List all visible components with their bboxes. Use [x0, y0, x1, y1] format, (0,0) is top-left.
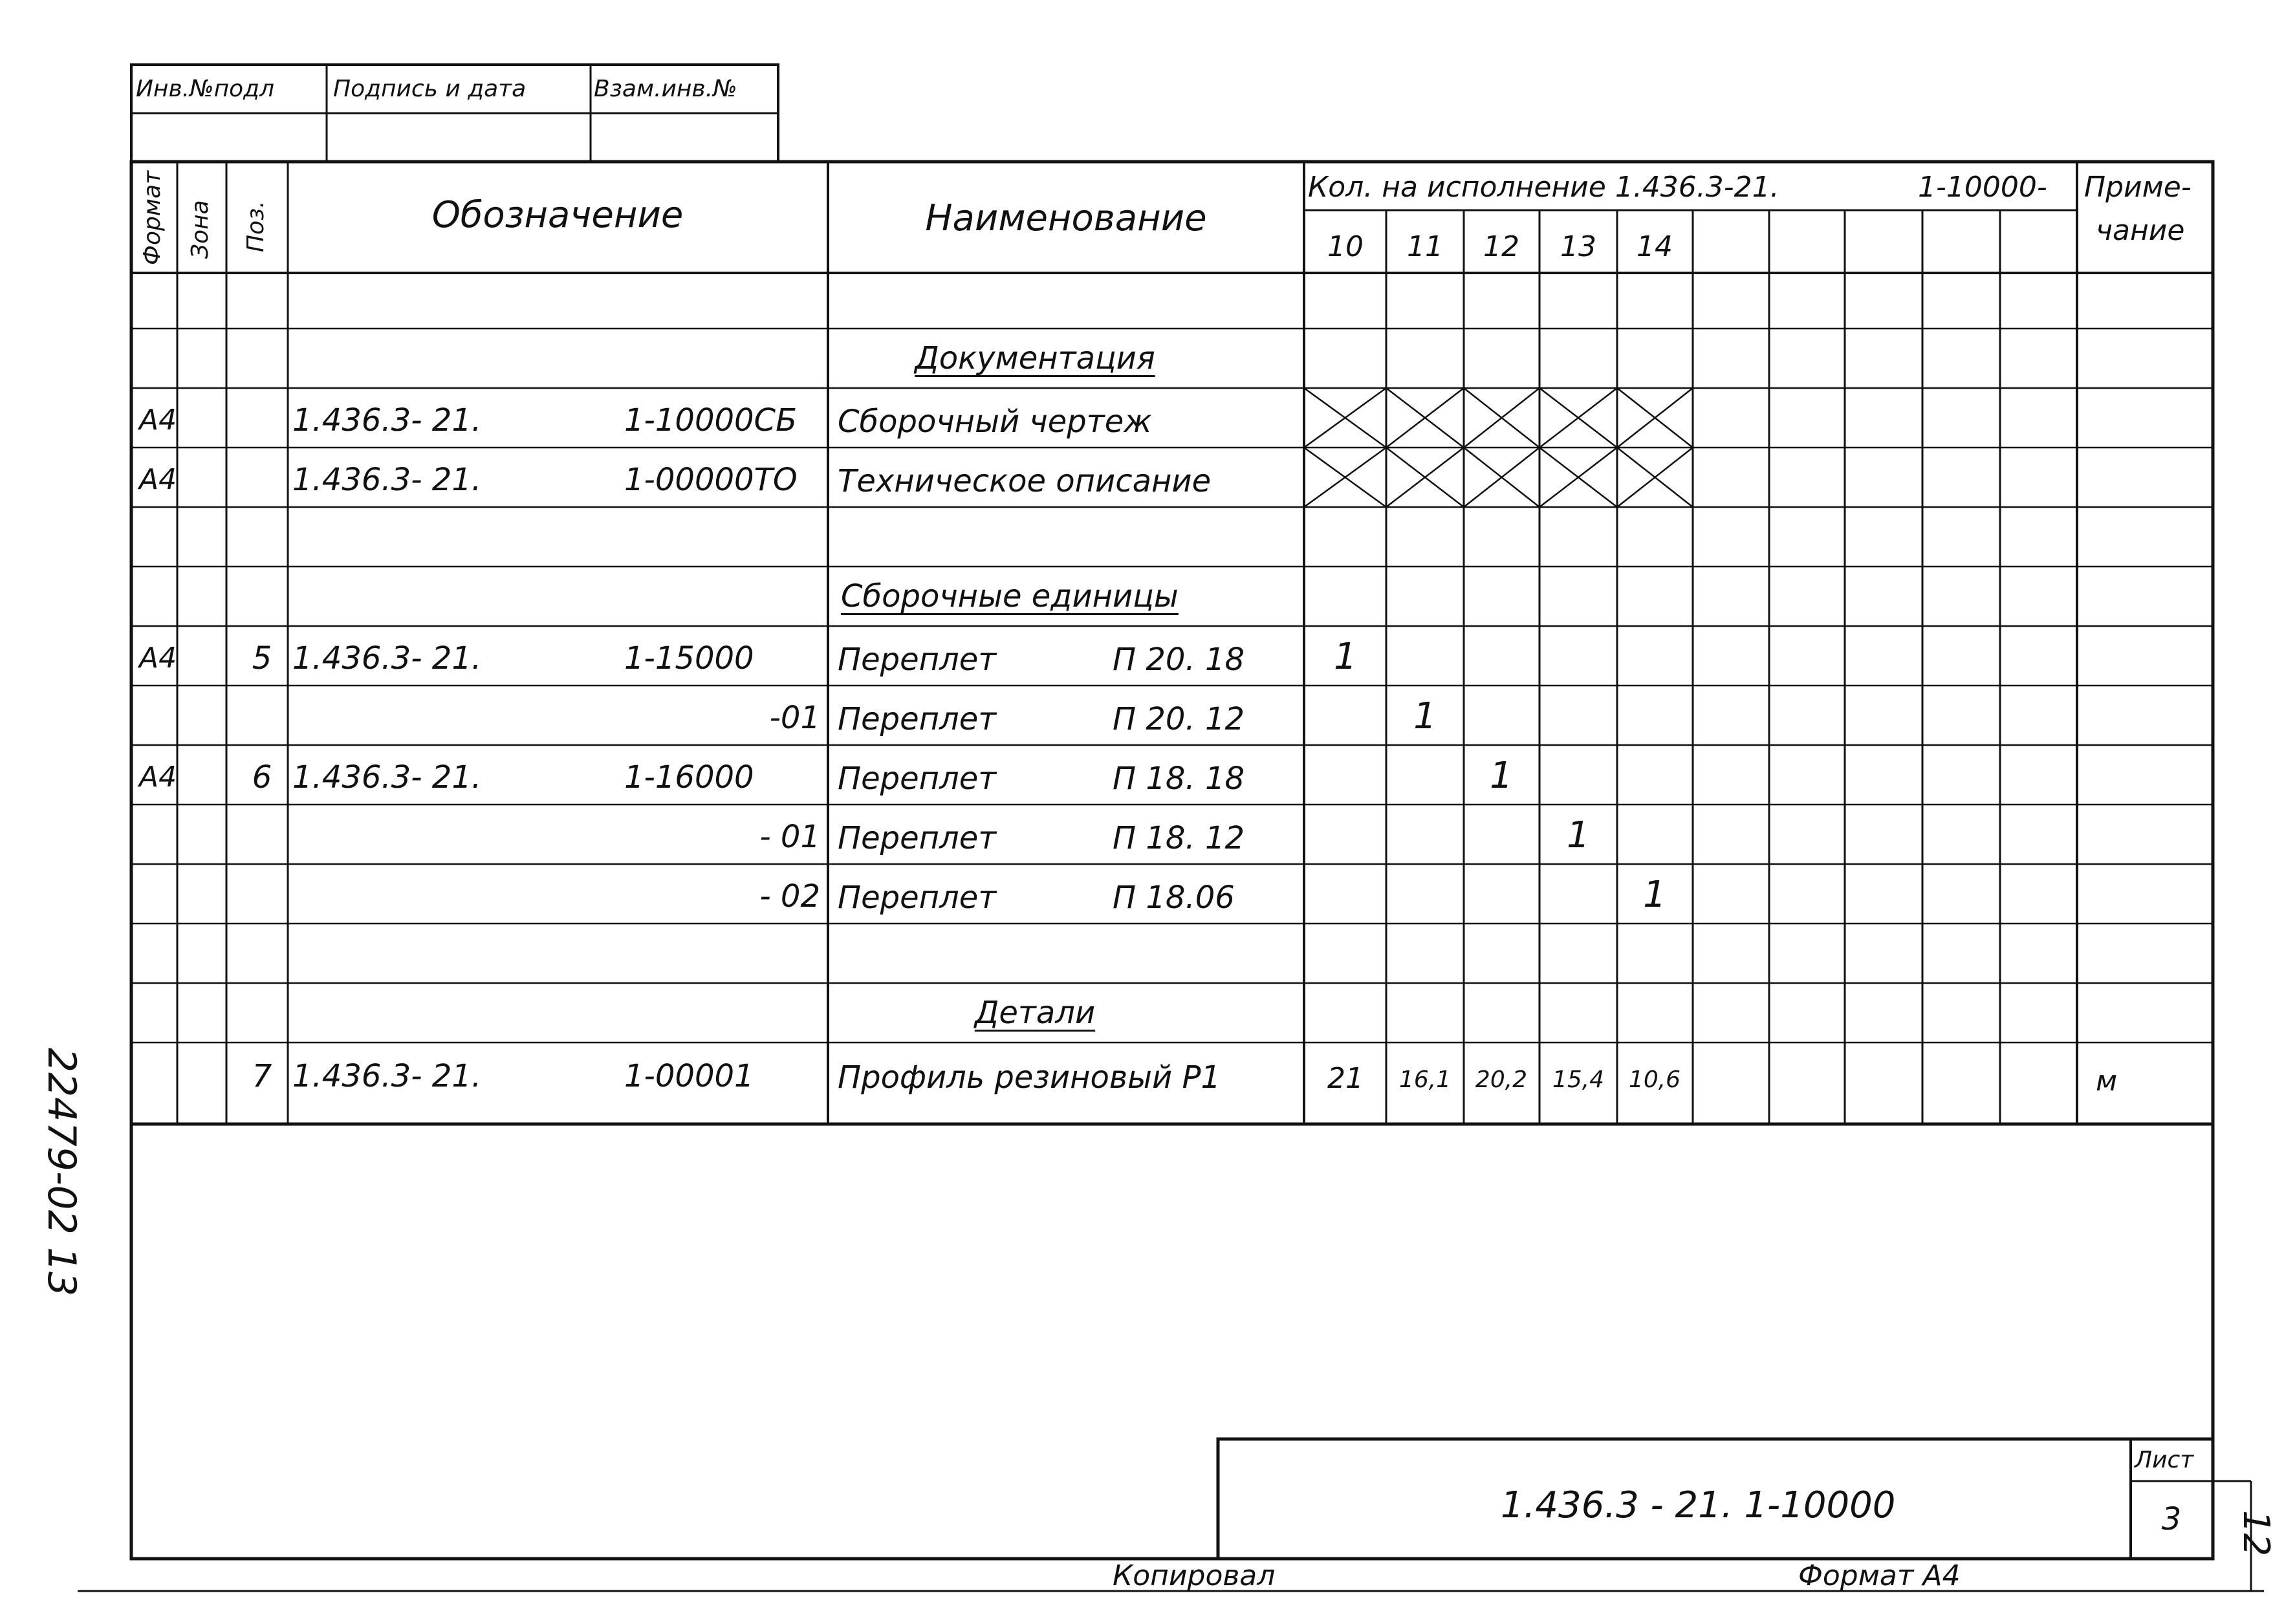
row-oboz-a: 1.436.3- 21.	[292, 402, 482, 438]
row-qty: 1	[1567, 814, 1590, 856]
header-format: Формат	[139, 170, 166, 265]
header-naimenovanie: Наименование	[925, 197, 1207, 239]
row-poz: 5	[252, 640, 272, 677]
title-block-list-value: 3	[2161, 1501, 2182, 1537]
section-heading-documentation: Документация	[915, 340, 1155, 376]
row-oboz-b: - 01	[759, 819, 820, 855]
row-naim-b: П 20. 18	[1113, 642, 1245, 678]
row-oboz-a: 1.436.3- 21.	[292, 462, 482, 498]
header-variant: 10	[1327, 230, 1364, 263]
row-naim: Переплет	[838, 761, 997, 797]
title-block-designation: 1.436.3 - 21. 1-10000	[1501, 1484, 1896, 1526]
row-oboz-b: 1-00000ТО	[624, 462, 798, 498]
row-qty: 15,4	[1552, 1066, 1605, 1093]
header-zona: Зона	[187, 200, 213, 259]
footer-format: Формат А4	[1798, 1559, 1961, 1592]
row-naim: Профиль резиновый Р1	[838, 1059, 1221, 1096]
header-variant: 12	[1483, 230, 1519, 263]
row-oboz-a: 1.436.3- 21.	[292, 1058, 482, 1094]
row-qty: 20,2	[1475, 1066, 1528, 1093]
row-qty: 1	[1643, 874, 1666, 916]
stamp-podpis-data: Подпись и дата	[333, 76, 527, 102]
row-naim: Переплет	[838, 880, 997, 916]
title-block-list-label: Лист	[2135, 1447, 2194, 1473]
row-naim: Сборочный чертеж	[838, 404, 1152, 440]
header-kol: Кол. на исполнение 1.436.3-21.	[1308, 171, 1779, 204]
row-naim-b: П 18. 18	[1113, 761, 1245, 797]
row-oboz-b: -01	[769, 700, 820, 736]
row-oboz-b: 1-00001	[624, 1058, 754, 1094]
stamp-vzam-inv: Взам.инв.№	[594, 76, 737, 102]
row-format: A4	[139, 761, 177, 794]
row-qty: 10,6	[1628, 1066, 1681, 1093]
row-qty: 1	[1413, 695, 1437, 737]
edge-page-number: 12	[2235, 1510, 2277, 1557]
row-naim-b: П 18. 12	[1113, 820, 1245, 856]
row-qty: 1	[1334, 636, 1357, 678]
row-oboz-b: 1-10000СБ	[624, 402, 797, 438]
row-format: A4	[139, 463, 177, 496]
header-poz: Поз.	[243, 200, 269, 252]
header-variant: 11	[1407, 230, 1443, 263]
header-oboznachenie: Обозначение	[431, 194, 684, 236]
header-kol-suffix: 1-10000-	[1918, 171, 2047, 204]
row-oboz-b: 1-15000	[624, 640, 754, 677]
row-qty: 16,1	[1398, 1066, 1452, 1093]
row-naim-b: П 18.06	[1113, 880, 1235, 916]
row-naim: Переплет	[838, 701, 997, 737]
row-naim: Техническое описание	[838, 463, 1212, 499]
row-poz: 6	[252, 759, 272, 796]
archive-number: 22479-02 13	[39, 1048, 84, 1297]
row-poz: 7	[252, 1058, 272, 1094]
footer-kopiroval: Копировал	[1113, 1559, 1276, 1592]
row-naim-b: П 20. 12	[1113, 701, 1245, 737]
row-format: A4	[139, 642, 177, 675]
row-qty: 21	[1327, 1062, 1364, 1095]
row-oboz-b: - 02	[759, 878, 820, 915]
row-oboz-a: 1.436.3- 21.	[292, 759, 482, 796]
row-naim: Переплет	[838, 642, 997, 678]
section-heading-details: Детали	[974, 995, 1096, 1031]
row-prim: м	[2096, 1065, 2118, 1098]
header-variant: 13	[1560, 230, 1596, 263]
stamp-inv-podl: Инв.№подл	[136, 76, 275, 102]
header-prim-2: чание	[2096, 214, 2185, 247]
section-heading-assemblies: Сборочные единицы	[841, 578, 1179, 614]
header-prim-1: Приме-	[2084, 171, 2192, 204]
row-naim: Переплет	[838, 820, 997, 856]
row-qty: 1	[1490, 755, 1513, 797]
header-variant: 14	[1637, 230, 1673, 263]
row-oboz-b: 1-16000	[624, 759, 754, 796]
row-format: A4	[139, 404, 177, 437]
row-oboz-a: 1.436.3- 21.	[292, 640, 482, 677]
